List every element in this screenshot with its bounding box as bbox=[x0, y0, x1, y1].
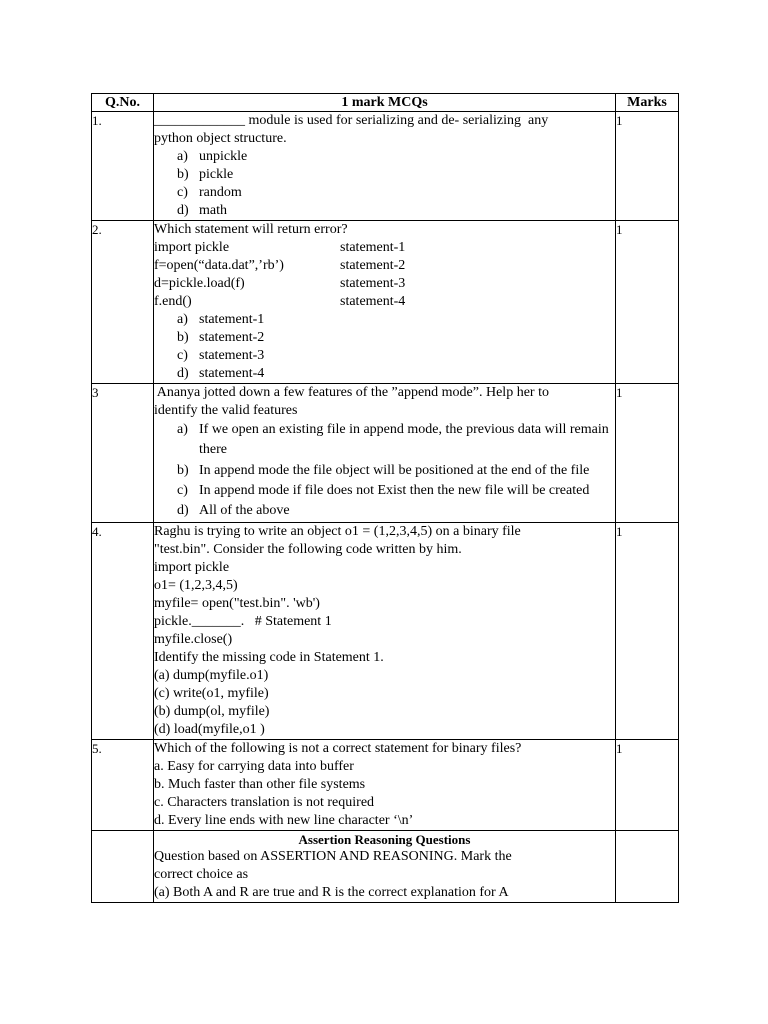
option-text: statement-1 bbox=[199, 312, 265, 327]
question-marks: 1 bbox=[616, 384, 679, 523]
question-marks-empty bbox=[616, 831, 679, 903]
code-row bbox=[154, 239, 615, 257]
option-label: c) bbox=[177, 483, 188, 498]
question-row-5 bbox=[92, 740, 679, 831]
question-text-line: Identify the missing code in Statement 1. bbox=[154, 650, 384, 665]
option-line: a. Easy for carrying data into buffer bbox=[154, 759, 354, 774]
question-body bbox=[154, 112, 616, 221]
code-line: import pickle bbox=[154, 560, 230, 575]
option-item bbox=[177, 347, 615, 365]
code-row bbox=[154, 293, 615, 311]
option-item bbox=[177, 311, 615, 329]
statement-label: statement-1 bbox=[340, 240, 406, 255]
option-label: c) bbox=[177, 348, 188, 363]
option-text: random bbox=[199, 185, 242, 200]
option-text: If we open an existing file in append mode, the previous data will remain there bbox=[199, 422, 609, 457]
question-number: 4. bbox=[92, 523, 154, 740]
option-item bbox=[177, 202, 615, 220]
question-number: 2. bbox=[92, 221, 154, 384]
option-list bbox=[154, 311, 615, 383]
option-text: statement-2 bbox=[199, 330, 265, 345]
option-label: b) bbox=[177, 167, 189, 182]
assertion-intro: Question based on ASSERTION AND REASONING. Mark the correct choice as bbox=[154, 849, 512, 882]
option-line: c. Characters translation is not required bbox=[154, 795, 375, 810]
option-text: pickle bbox=[199, 167, 234, 182]
question-row-1 bbox=[92, 112, 679, 221]
option-label: a) bbox=[177, 312, 188, 327]
option-text: statement-4 bbox=[199, 366, 265, 381]
code-text: f.end() bbox=[154, 294, 192, 309]
question-text-line: Raghu is trying to write an object o1 = (1,2,3,4,5) on a binary file bbox=[154, 524, 521, 539]
question-text-line: Which of the following is not a correct statement for binary files? bbox=[154, 741, 522, 756]
question-number: 3 bbox=[92, 384, 154, 523]
option-line: b. Much faster than other file systems bbox=[154, 777, 366, 792]
option-item bbox=[177, 184, 615, 202]
option-line: (b) dump(ol, myfile) bbox=[154, 704, 270, 719]
option-item bbox=[177, 365, 615, 383]
option-text: All of the above bbox=[199, 503, 290, 518]
code-line: pickle._______. # Statement 1 bbox=[154, 614, 332, 629]
statement-label: statement-2 bbox=[340, 258, 406, 273]
option-line: (a) dump(myfile.o1) bbox=[154, 668, 269, 683]
option-text: statement-3 bbox=[199, 348, 265, 363]
question-body bbox=[154, 384, 616, 523]
question-number: 5. bbox=[92, 740, 154, 831]
option-list bbox=[154, 148, 615, 220]
question-text-line: Ananya jotted down a few features of the ”append mode”. Help her to bbox=[154, 385, 549, 400]
question-row-3 bbox=[92, 384, 679, 523]
statement-label: statement-4 bbox=[340, 294, 406, 309]
option-line: d. Every line ends with new line character ‘\n’ bbox=[154, 813, 414, 828]
question-number-empty bbox=[92, 831, 154, 903]
table-header-row bbox=[92, 94, 679, 112]
code-text: import pickle bbox=[154, 240, 230, 255]
option-text: math bbox=[199, 203, 227, 218]
option-text: In append mode the file object will be positioned at the end of the file bbox=[199, 463, 590, 478]
question-number: 1. bbox=[92, 112, 154, 221]
code-line: myfile.close() bbox=[154, 632, 233, 647]
assertion-body bbox=[154, 831, 616, 903]
option-item bbox=[177, 166, 615, 184]
question-body bbox=[154, 221, 616, 384]
option-label: b) bbox=[177, 330, 189, 345]
question-row-4 bbox=[92, 523, 679, 740]
option-item bbox=[177, 462, 615, 480]
header-marks: Marks bbox=[616, 94, 679, 112]
question-text-line: _____________ module is used for serializing and de- serializing any bbox=[154, 113, 549, 128]
question-body bbox=[154, 523, 616, 740]
section-title: Assertion Reasoning Questions bbox=[298, 832, 471, 847]
option-label: d) bbox=[177, 203, 189, 218]
question-marks: 1 bbox=[616, 221, 679, 384]
option-label: a) bbox=[177, 149, 188, 164]
option-list bbox=[154, 420, 615, 520]
option-line: (d) load(myfile,o1 ) bbox=[154, 722, 265, 737]
code-text: f=open(“data.dat”,’rb’) bbox=[154, 258, 284, 273]
code-line: o1= (1,2,3,4,5) bbox=[154, 578, 238, 593]
option-item bbox=[177, 502, 615, 520]
code-line: myfile= open("test.bin". 'wb') bbox=[154, 596, 320, 611]
option-text: In append mode if file does not Exist then the new file will be created bbox=[199, 483, 590, 498]
assertion-section-row bbox=[92, 831, 679, 903]
question-row-2 bbox=[92, 221, 679, 384]
question-text-line: python object structure. bbox=[154, 131, 287, 146]
question-text-line: "test.bin". Consider the following code written by him. bbox=[154, 542, 462, 557]
code-row bbox=[154, 275, 615, 293]
option-label: a) bbox=[177, 422, 188, 437]
code-row bbox=[154, 257, 615, 275]
header-title: 1 mark MCQs bbox=[154, 94, 616, 112]
assertion-option-line: (a) Both A and R are true and R is the correct explanation for A bbox=[154, 885, 509, 900]
question-marks: 1 bbox=[616, 523, 679, 740]
question-body bbox=[154, 740, 616, 831]
mcq-table bbox=[91, 93, 679, 903]
question-marks: 1 bbox=[616, 112, 679, 221]
option-label: b) bbox=[177, 463, 189, 478]
question-marks: 1 bbox=[616, 740, 679, 831]
question-text-line: Which statement will return error? bbox=[154, 222, 348, 237]
option-item bbox=[177, 420, 615, 460]
code-text: d=pickle.load(f) bbox=[154, 276, 245, 291]
option-line: (c) write(o1, myfile) bbox=[154, 686, 269, 701]
option-label: d) bbox=[177, 503, 189, 518]
statement-label: statement-3 bbox=[340, 276, 406, 291]
header-qno: Q.No. bbox=[92, 94, 154, 112]
option-item bbox=[177, 148, 615, 166]
option-label: c) bbox=[177, 185, 188, 200]
question-text-line: identify the valid features bbox=[154, 403, 298, 418]
option-item bbox=[177, 482, 615, 500]
option-label: d) bbox=[177, 366, 189, 381]
option-item bbox=[177, 329, 615, 347]
option-text: unpickle bbox=[199, 149, 248, 164]
